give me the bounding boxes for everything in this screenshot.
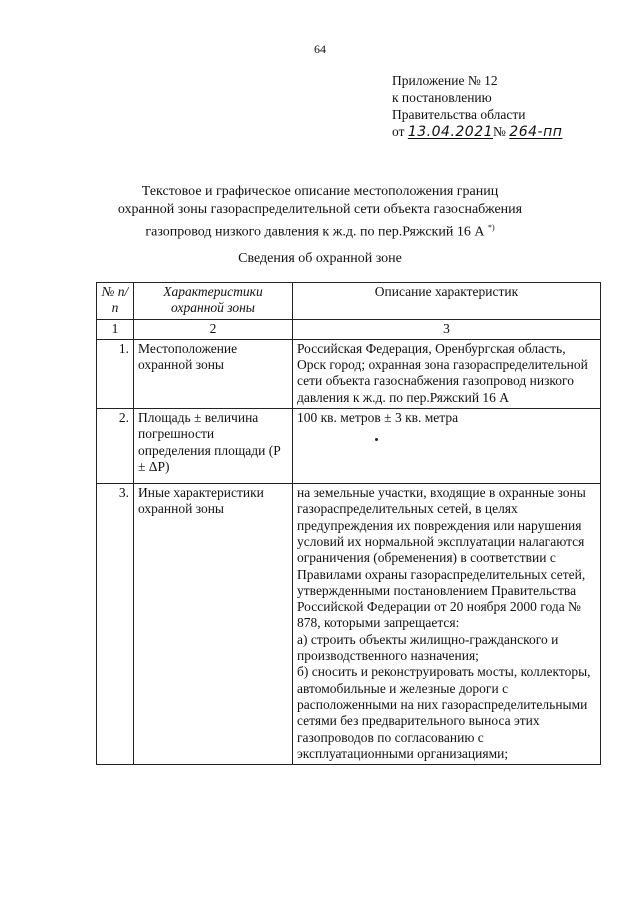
stray-dot-mark — [375, 438, 378, 441]
title-line-2: охранной зоны газораспределительной сети объекта газоснабжения — [117, 202, 523, 217]
table-row — [97, 339, 601, 408]
header-characteristic: Характеристики охранной зоны — [134, 283, 293, 320]
column-number-1: 1 — [97, 319, 134, 339]
number-sign: № — [493, 124, 506, 139]
appendix-block — [392, 72, 562, 141]
row-description — [293, 409, 601, 484]
appendix-line-2: к постановлению — [392, 90, 492, 105]
row-number: 3. — [97, 484, 134, 765]
header-description: Описание характеристик — [293, 283, 601, 320]
row-description-text: на земельные участки, входящие в охранные зоны газораспределительных сетей, в целях предупреждения их повреждения или нарушения условий их нормальной эксплуатации налагаются ограничения (обременения) в соответствии с Правилами охраны газораспределительных сетей, утвержденными постановлением Правительства Российской Федерации от 20 ноября 2000 года № 878, которыми запрещается: — [297, 485, 586, 631]
document-title — [90, 183, 550, 242]
appendix-line-1: Приложение № 12 — [392, 73, 498, 88]
row-characteristic: Иные характеристики охранной зоны — [134, 484, 293, 765]
column-number-3: 3 — [293, 319, 601, 339]
restriction-item-b: б) сносить и реконструировать мосты, коллекторы, автомобильные и железные дороги с расположенными на них газораспределительными сетями без предварительного выноса этих газопроводов по согласованию с эксплуатационными организациями; — [297, 664, 591, 761]
title-line-3 — [90, 219, 550, 242]
page-number: 64 — [314, 42, 326, 56]
row-description: Российская Федерация, Оренбургская область, Орск город; охранная зона газораспределительной сети объекта газоснабжения газопровод низкого давления к ж.д. по пер.Ряжский 16 А — [293, 339, 601, 408]
row-number: 2. — [97, 409, 134, 484]
row-description-text: 100 кв. метров ± 3 кв. метра — [297, 410, 459, 426]
title-line-1: Текстовое и графическое описание местоположения границ — [141, 184, 499, 199]
header-number: № п/п — [97, 283, 134, 320]
table-row — [97, 409, 601, 484]
appendix-line-3: Правительства области — [392, 107, 526, 122]
handwritten-date: 13.04.2021 — [407, 124, 494, 140]
table-column-numbers-row — [97, 319, 601, 339]
restriction-item-a: а) строить объекты жилищно-гражданского и производственного назначения; — [297, 631, 559, 664]
handwritten-number: 264-пп — [509, 124, 563, 140]
title-line-3-text: газопровод низкого давления к ж.д. по пер.Ряжский 16 А — [145, 224, 485, 240]
row-characteristic: Площадь ± величина погрешности определения площади (Р ± ΔР) — [134, 409, 293, 484]
table-header-row — [97, 283, 601, 320]
footnote-mark: *) — [487, 223, 495, 232]
appendix-date-line — [392, 123, 562, 141]
from-label: от — [392, 124, 405, 139]
row-number: 1. — [97, 339, 134, 408]
protection-zone-table — [96, 282, 601, 765]
section-subtitle: Сведения об охранной зоне — [238, 251, 402, 266]
row-characteristic: Местоположение охранной зоны — [134, 339, 293, 408]
row-description — [293, 484, 601, 765]
column-number-2: 2 — [134, 319, 293, 339]
table-row — [97, 484, 601, 765]
